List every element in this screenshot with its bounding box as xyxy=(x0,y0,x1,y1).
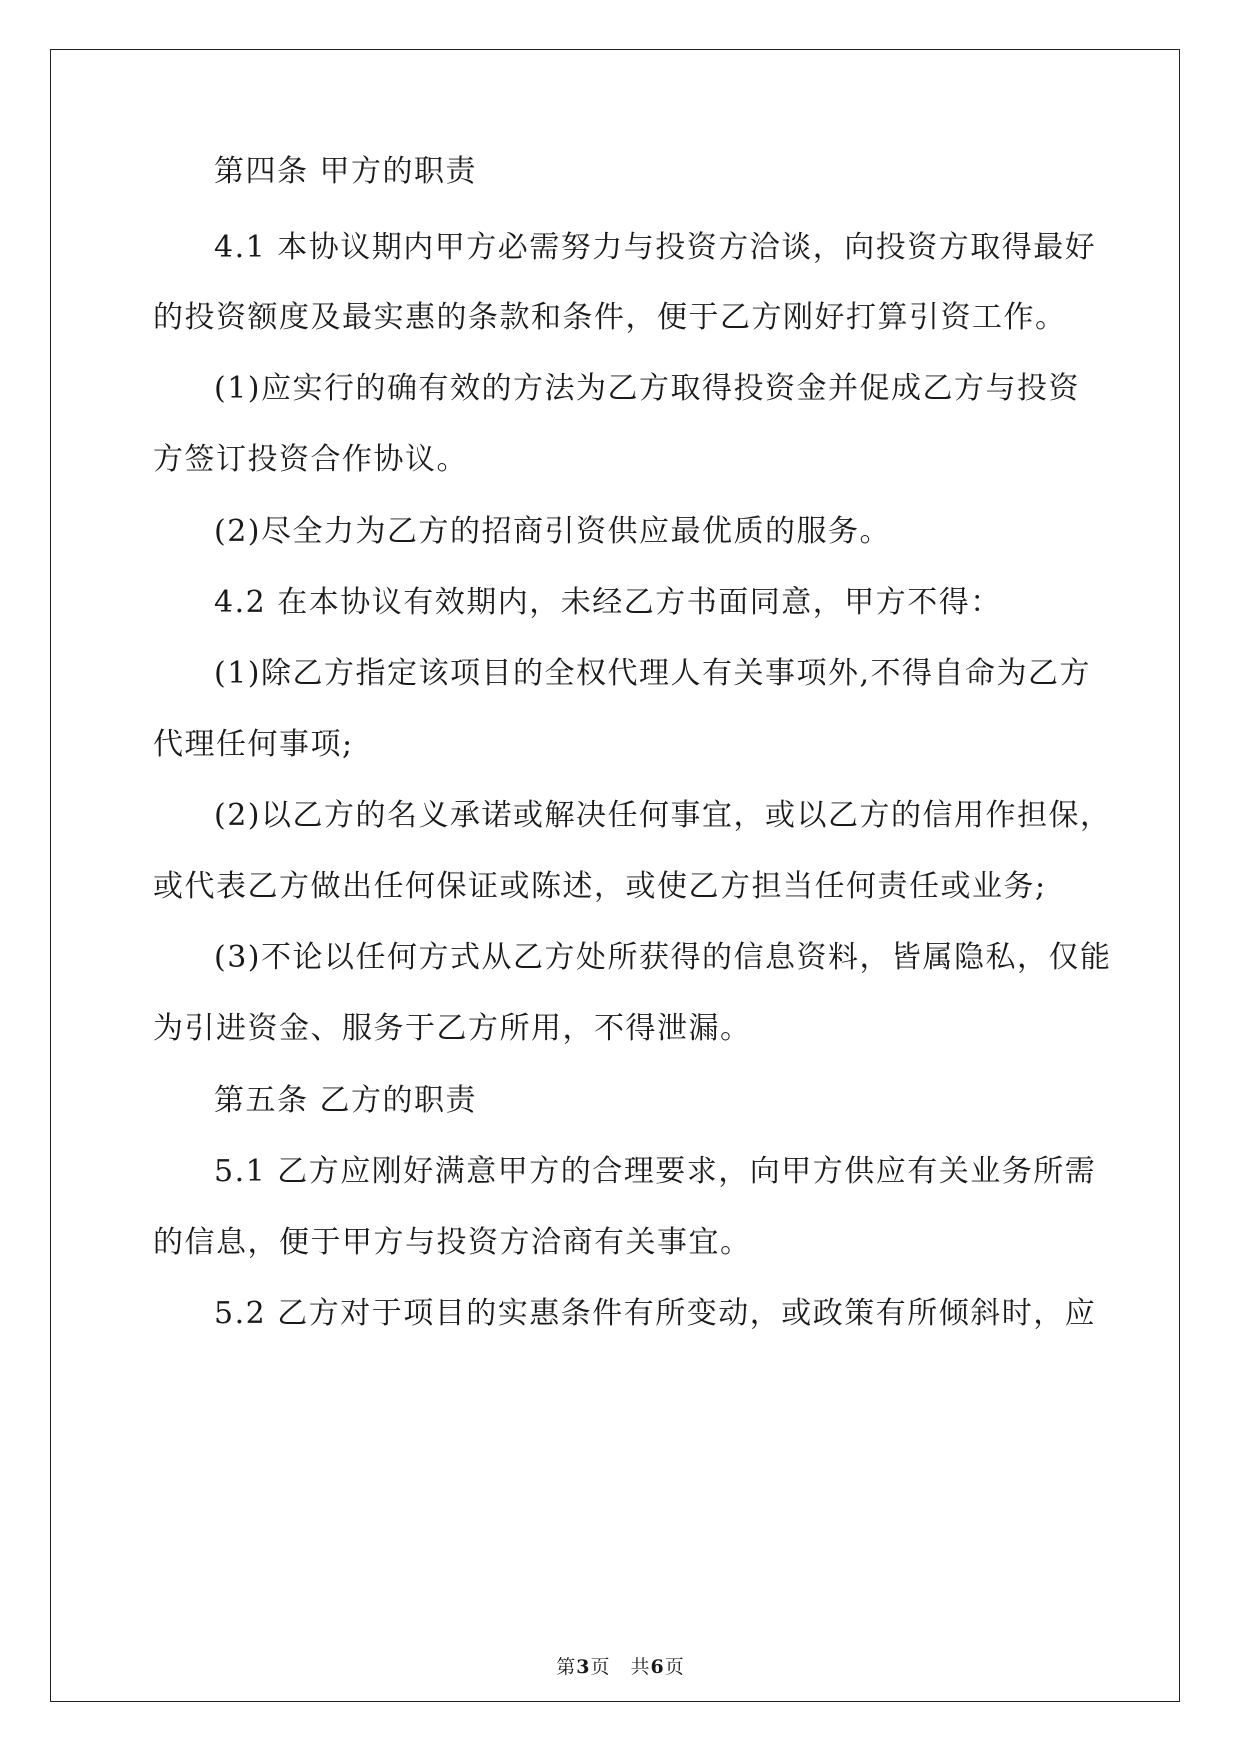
page-footer xyxy=(0,1655,1241,1679)
clause-4-2-intro: 4.2 在本协议有效期内，未经乙方书面同意，甲方不得： xyxy=(214,585,1002,620)
clause-4-1-item-1-line-1: (1)应实行的确有效的方法为乙方取得投资金并促成乙方与投资 xyxy=(214,371,1080,406)
clause-4-1-line-2: 的投资额度及最实惠的条款和条件，便于乙方刚好打算引资工作。 xyxy=(153,300,1067,335)
total-pages-number: 6 xyxy=(650,1656,665,1678)
clause-4-2-item-1-line-2: 代理任何事项; xyxy=(153,727,354,762)
clause-5-1-line-1: 5.1 乙方应刚好满意甲方的合理要求，向甲方供应有关业务所需 xyxy=(214,1154,1097,1189)
clause-4-2-item-1-line-1: (1)除乙方指定该项目的全权代理人有关事项外,不得自命为乙方 xyxy=(214,656,1092,691)
footer-mid: 页 共 xyxy=(590,1656,651,1678)
article-5-heading: 第五条 乙方的职责 xyxy=(214,1083,478,1118)
footer-suffix: 页 xyxy=(664,1656,685,1678)
clause-5-1-line-2: 的信息，便于甲方与投资方洽商有关事宜。 xyxy=(153,1225,752,1260)
clause-4-1-item-1-line-2: 方签订投资合作协议。 xyxy=(153,442,468,477)
current-page-number: 3 xyxy=(576,1656,591,1678)
clause-5-2-line-1: 5.2 乙方对于项目的实惠条件有所变动，或政策有所倾斜时，应 xyxy=(214,1296,1097,1331)
clause-4-2-item-2-line-1: (2)以乙方的名义承诺或解决任何事宜，或以乙方的信用作担保， xyxy=(214,798,1112,833)
clause-4-2-item-3-line-2: 为引进资金、服务于乙方所用，不得泄漏。 xyxy=(153,1011,752,1046)
clause-4-2-item-2-line-2: 或代表乙方做出任何保证或陈述，或使乙方担当任何责任或业务; xyxy=(153,869,1047,904)
footer-prefix: 第 xyxy=(556,1656,577,1678)
article-4-heading: 第四条 甲方的职责 xyxy=(214,154,478,189)
clause-4-2-item-3-line-1: (3)不论以任何方式从乙方处所获得的信息资料，皆属隐私，仅能 xyxy=(214,940,1112,975)
clause-4-1-item-2: (2)尽全力为乙方的招商引资供应最优质的服务。 xyxy=(214,514,891,549)
clause-4-1-line-1: 4.1 本协议期内甲方必需努力与投资方洽谈，向投资方取得最好 xyxy=(214,230,1097,265)
